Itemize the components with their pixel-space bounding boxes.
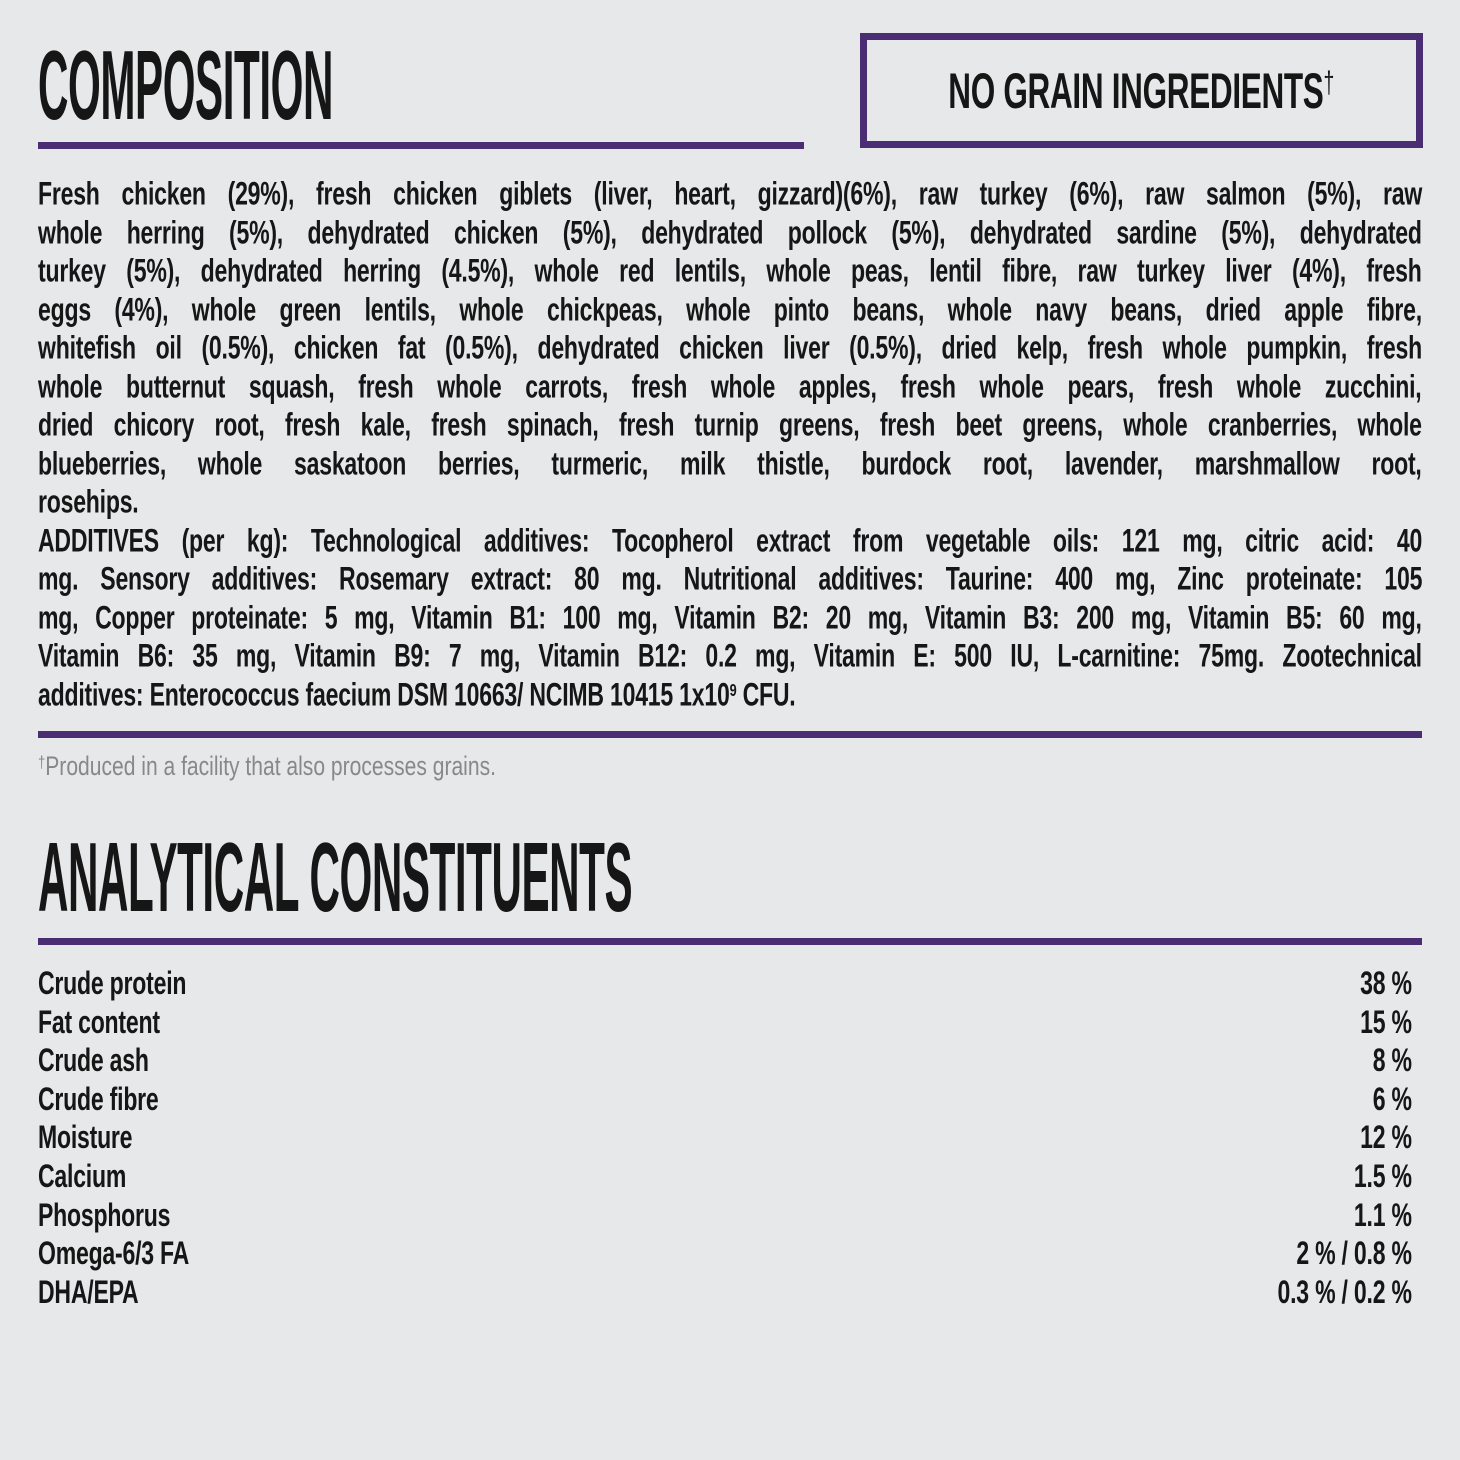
row-value: 12 % — [1360, 1119, 1412, 1156]
row-value: 8 % — [1372, 1042, 1412, 1079]
row-label: Fat content — [38, 1003, 160, 1040]
no-grain-label — [949, 62, 1335, 120]
analytical-heading — [38, 822, 1420, 932]
table-row — [38, 1041, 1412, 1080]
footnote-marker: † — [38, 752, 46, 772]
composition-heading — [38, 30, 724, 140]
composition-divider — [38, 142, 804, 149]
analytical-rows — [38, 964, 1412, 1311]
ingredient-line: Fresh chicken (29%), fresh chicken giblets (liver, heart, gizzard)(6%), raw turkey (6%), raw salmon (5%), raw — [38, 175, 1423, 212]
ingredients-section — [38, 170, 1423, 713]
row-label: Calcium — [38, 1157, 127, 1194]
row-value: 1.1 % — [1353, 1196, 1412, 1233]
table-row — [38, 1080, 1412, 1119]
row-label: Crude protein — [38, 965, 187, 1001]
additives-line: Vitamin B6: 35 mg, Vitamin B9: 7 mg, Vitamin B12: 0.2 mg, Vitamin E: 500 IU, L-carnitine: 75mg. Zootechnical — [38, 637, 1422, 674]
table-row — [38, 964, 1412, 1003]
ingredient-line: dried chicory root, fresh kale, fresh spinach, fresh turnip greens, fresh beet greens, whole cranberries, whole — [38, 406, 1422, 443]
row-value: 15 % — [1360, 1003, 1412, 1040]
ingredient-line: blueberries, whole saskatoon berries, turmeric, milk thistle, burdock root, lavender, marshmallow root, — [38, 445, 1422, 482]
row-value: 2 % / 0.8 % — [1296, 1235, 1412, 1272]
table-row — [38, 1157, 1412, 1196]
analytical-table — [38, 964, 1422, 1311]
footnote — [38, 750, 625, 782]
additives-paragraph — [38, 517, 1423, 713]
footnote-text-wrap — [38, 750, 496, 782]
additives-line: ADDITIVES (per kg): Technological additives: Tocopherol extract from vegetable oils: 121 mg, citric acid: 40 — [38, 522, 1423, 559]
row-value: 1.5 % — [1353, 1157, 1412, 1194]
row-label: Omega-6/3 FA — [38, 1235, 190, 1272]
additives-line: mg. Sensory additives: Rosemary extract: 80 mg. Nutritional additives: Taurine: 400 mg, Zinc proteinate: 105 — [38, 560, 1423, 597]
ingredient-line: rosehips. — [38, 483, 139, 520]
ingredient-line: whole herring (5%), dehydrated chicken (5%), dehydrated pollock (5%), dehydrated sardine (5%), dehydrated — [38, 214, 1422, 251]
ingredient-line: turkey (5%), dehydrated herring (4.5%), whole red lentils, whole peas, lentil fibre, raw turkey liver (4%), fresh — [38, 252, 1422, 289]
table-row — [38, 1003, 1412, 1042]
dagger-marker: † — [1323, 64, 1335, 99]
row-label: Crude ash — [38, 1042, 149, 1079]
additives-divider — [38, 731, 1422, 738]
additives-line: mg, Copper proteinate: 5 mg, Vitamin B1: 100 mg, Vitamin B2: 20 mg, Vitamin B3: 200 mg, Vitamin B5: 60 mg, — [38, 599, 1422, 636]
analytical-heading-text: ANALYTICAL CONSTITUENTS — [38, 822, 633, 932]
ingredient-line: eggs (4%), whole green lentils, whole chickpeas, whole pinto beans, whole navy beans, dried apple fibre, — [38, 291, 1422, 328]
row-label: Moisture — [38, 1119, 133, 1156]
no-grain-label-text: NO GRAIN INGREDIENTS — [948, 62, 1324, 119]
row-value: 0.3 % / 0.2 % — [1277, 1273, 1412, 1310]
row-label: Crude fibre — [38, 1080, 159, 1117]
table-row — [38, 1273, 1412, 1312]
row-label: Phosphorus — [38, 1196, 171, 1233]
table-row — [38, 1118, 1412, 1157]
row-value: 38 % — [1360, 965, 1412, 1001]
table-row — [38, 1234, 1412, 1273]
footnote-text: Produced in a facility that also processes grains. — [45, 751, 496, 781]
ingredient-line: whitefish oil (0.5%), chicken fat (0.5%), dehydrated chicken liver (0.5%), dried kelp, fresh whole pumpkin, fresh — [38, 329, 1422, 366]
table-row — [38, 1196, 1412, 1235]
ingredients-text-wrap — [38, 170, 1423, 713]
row-value: 6 % — [1372, 1080, 1412, 1117]
analytical-divider — [38, 938, 1422, 945]
no-grain-badge — [860, 33, 1423, 148]
additives-line: additives: Enterococcus faecium DSM 10663/ NCIMB 10415 $1x10^9$ CFU. — [38, 676, 796, 713]
composition-heading-text: COMPOSITION — [38, 30, 333, 140]
ingredient-line: whole butternut squash, fresh whole carrots, fresh whole apples, fresh whole pears, fresh whole zucchini, — [38, 368, 1422, 405]
composition-paragraph — [38, 170, 1423, 520]
analytical-table-wrap — [38, 964, 1412, 1311]
row-label: DHA/EPA — [38, 1273, 139, 1310]
